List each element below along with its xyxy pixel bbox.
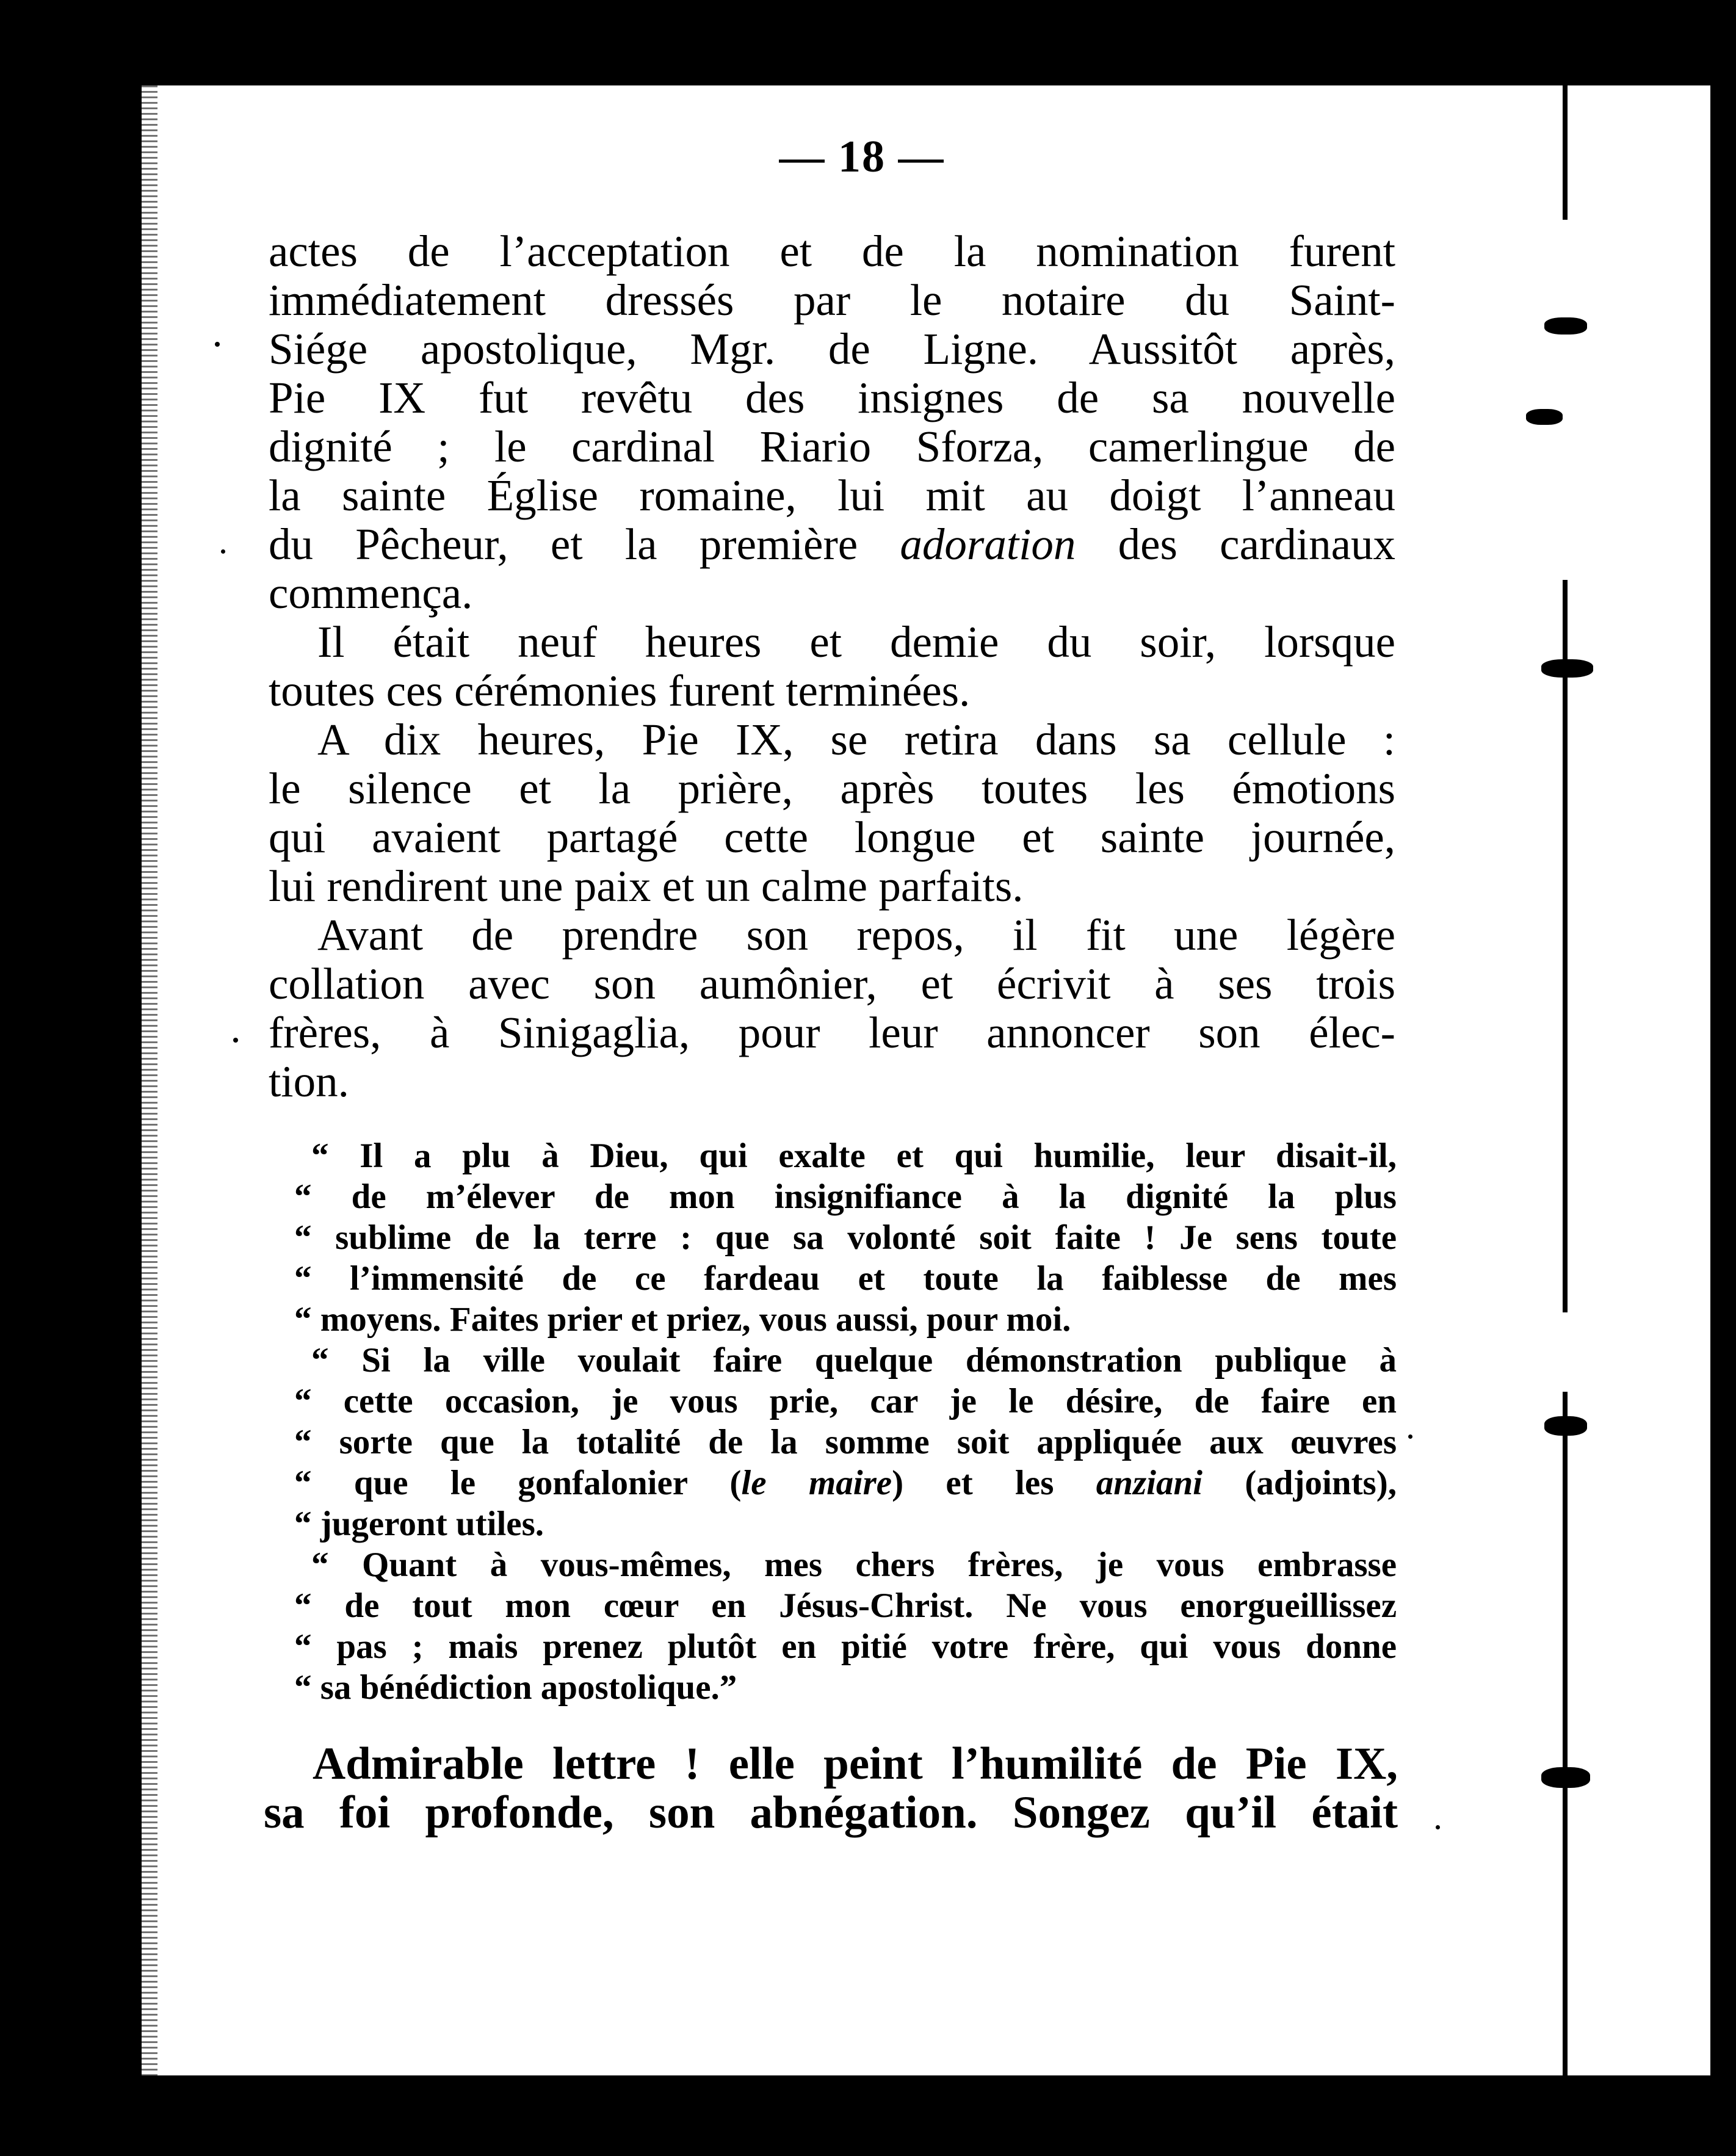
letter-line: “ Il a plu à Dieu, qui exalte et qui humilie, leur disait-il, xyxy=(311,1137,1397,1175)
letter-line: “ Si la ville voulait faire quelque démonstration publique à xyxy=(311,1341,1397,1380)
letter-line: “ sorte que la totalité de la somme soit appliquée aux œuvres xyxy=(294,1423,1397,1461)
scan-speck xyxy=(1408,1434,1412,1439)
text-line: dignité ; le cardinal Riario Sforza, camerlingue de xyxy=(269,422,1395,471)
letter-line: “ l’immensité de ce fardeau et toute la faiblesse de mes xyxy=(294,1259,1397,1298)
text-segment: du Pêcheur, et la première xyxy=(269,519,900,569)
letter-line: “ moyens. Faites prier et priez, vous aussi, pour moi. xyxy=(294,1300,1071,1339)
letter-line: “ pas ; mais prenez plutôt en pitié votre frère, qui vous donne xyxy=(294,1627,1397,1666)
page-number: — 18 — xyxy=(779,132,945,182)
edge-line xyxy=(1563,580,1568,1312)
scan-speck xyxy=(221,549,225,554)
text-line: actes de l’acceptation et de la nomination furent xyxy=(269,226,1395,276)
closing-line: sa foi profonde, son abnégation. Songez qu’il était xyxy=(264,1787,1398,1838)
edge-line xyxy=(1563,1392,1568,2075)
text-line: frères, à Sinigaglia, pour leur annoncer son élec- xyxy=(269,1008,1395,1057)
text-line: Pie IX fut revêtu des insignes de sa nouvelle xyxy=(269,373,1395,422)
text-line: tion. xyxy=(269,1057,349,1106)
edge-mark xyxy=(1526,409,1563,425)
edge-mark xyxy=(1541,659,1593,678)
text-line: immédiatement dressés par le notaire du Saint- xyxy=(269,275,1395,325)
text-line: le silence et la prière, après toutes les émotions xyxy=(269,764,1395,813)
text-segment: des cardinaux xyxy=(1076,519,1395,569)
text-line: A dix heures, Pie IX, se retira dans sa cellule : xyxy=(317,715,1395,764)
italic-word: adoration xyxy=(900,519,1076,569)
closing-line: Admirable lettre ! elle peint l’humilité de Pie IX, xyxy=(313,1738,1398,1789)
quoted-letter xyxy=(294,1135,1397,1708)
text-line: Avant de prendre son repos, il fit une légère xyxy=(317,910,1395,960)
scan-speck xyxy=(215,342,220,347)
scan-speck xyxy=(1436,1825,1440,1829)
edge-mark xyxy=(1541,1767,1590,1788)
closing-paragraph xyxy=(264,1740,1398,1837)
text-line: collation avec son aumônier, et écrivit à ses trois xyxy=(269,959,1395,1008)
letter-segment: ) et les xyxy=(892,1464,1096,1502)
edge-mark xyxy=(1544,1416,1587,1436)
letter-line: “ Quant à vous-mêmes, mes chers frères, je vous embrasse xyxy=(311,1546,1397,1584)
binding-gutter xyxy=(142,85,157,2075)
italic-word: le maire xyxy=(741,1464,892,1502)
letter-line: “ jugeront utiles. xyxy=(294,1505,544,1543)
text-line: la sainte Église romaine, lui mit au doigt l’anneau xyxy=(269,471,1395,520)
scan-speck xyxy=(233,1038,238,1043)
body-text xyxy=(269,227,1395,1106)
letter-segment: “ que le gonfalonier ( xyxy=(294,1464,742,1502)
edge-line xyxy=(1563,85,1568,220)
letter-line xyxy=(294,1463,1397,1503)
text-line: Siége apostolique, Mgr. de Ligne. Aussitôt après, xyxy=(269,324,1395,374)
text-line xyxy=(269,520,1395,569)
text-line: toutes ces cérémonies furent terminées. xyxy=(269,666,971,715)
book-page xyxy=(142,85,1582,2075)
letter-line: “ cette occasion, je vous prie, car je le désire, de faire en xyxy=(294,1382,1397,1420)
adjacent-page-edge xyxy=(1582,85,1710,2075)
text-line: commença. xyxy=(269,568,473,618)
edge-mark xyxy=(1544,317,1587,335)
letter-line: “ de m’élever de mon insignifiance à la dignité la plus xyxy=(294,1177,1397,1216)
text-line: qui avaient partagé cette longue et sainte journée, xyxy=(269,812,1395,862)
letter-line: “ sublime de la terre : que sa volonté soit faite ! Je sens toute xyxy=(294,1218,1397,1257)
italic-word: anziani xyxy=(1096,1464,1203,1502)
letter-line: “ sa bénédiction apostolique.” xyxy=(294,1668,737,1707)
text-line: lui rendirent une paix et un calme parfaits. xyxy=(269,861,1024,911)
text-line: Il était neuf heures et demie du soir, lorsque xyxy=(317,617,1395,667)
letter-line: “ de tout mon cœur en Jésus-Christ. Ne vous enorgueillissez xyxy=(294,1586,1397,1625)
letter-segment: (adjoints), xyxy=(1203,1464,1397,1502)
